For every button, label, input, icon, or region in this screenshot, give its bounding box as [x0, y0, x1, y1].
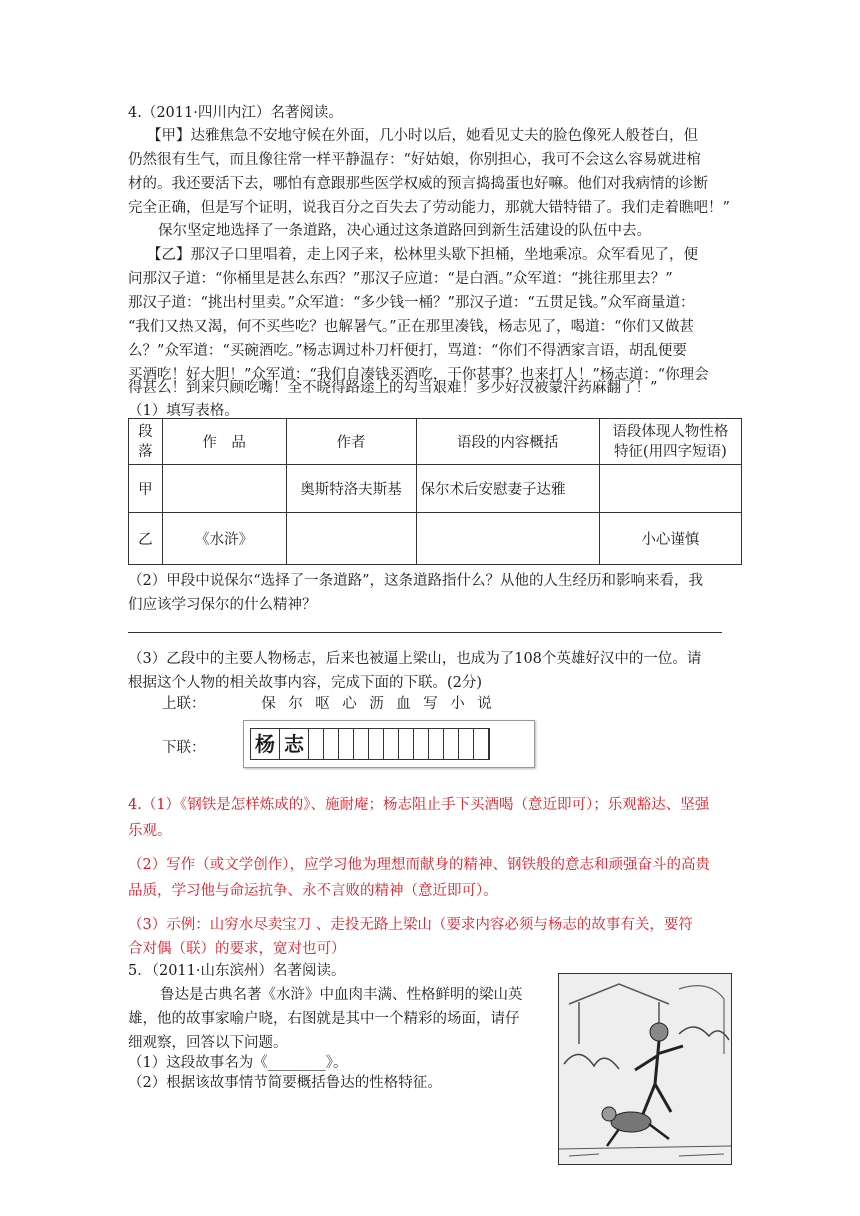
q4-sub1: （1）填写表格。: [128, 403, 239, 419]
upper-char: 心: [342, 696, 357, 712]
yi-line: “我们又热又渴，何不买些吃？也解暑气。”正在那里凑钱，杨志见了，喝道：“你们又做甚: [128, 319, 694, 335]
header-cell-text: 语段体现人物性格: [612, 423, 729, 440]
yi-line: 问那汉子道：“你桶里是甚么东西？”那汉子应道：“是白酒。”众军道：“挑往那里去？”: [128, 271, 673, 287]
illustration-drawing: [559, 974, 731, 1164]
q4-sub3-line: 根据这个人物的相关故事内容，完成下面的下联。(2分): [128, 675, 483, 691]
upper-char: 呕: [315, 696, 330, 712]
table-cell: 保尔术后安慰妻子达雅: [416, 465, 599, 513]
q4-header: 4.（2011·四川内江）名著阅读。: [128, 105, 343, 121]
blank-cell[interactable]: [414, 729, 429, 759]
table-cell-input[interactable]: [286, 513, 416, 565]
answer-line-text: 乐观。: [128, 823, 172, 839]
answer-line[interactable]: [128, 632, 722, 633]
upper-char: 尔: [288, 696, 303, 712]
header-cell: 作 品: [162, 419, 286, 465]
blank-cell[interactable]: [309, 729, 324, 759]
q5-sub1: （1）这段故事名为《________》。: [128, 1055, 348, 1071]
answer-line-text: 合对偶（联）的要求，宽对也可）: [128, 941, 346, 957]
upper-char: 写: [423, 696, 438, 712]
header-cell-text: 特征(用四字短语): [613, 443, 727, 460]
header-cell: [599, 419, 741, 465]
upper-char: 沥: [369, 696, 384, 712]
blank-cell[interactable]: [399, 729, 414, 759]
lower-couplet-cells: [250, 728, 490, 760]
lower-char: 志: [280, 729, 309, 759]
q4-sub2-line: 们应该学习保尔的什么精神？: [128, 597, 317, 613]
header-cell: 作者: [286, 419, 416, 465]
blank-cell[interactable]: [339, 729, 354, 759]
story-illustration: [558, 973, 732, 1165]
table-cell: 《水浒》: [162, 513, 286, 565]
jia-line: 完全正确，但是写个证明，说我百分之百失去了劳动能力，那就大错特错了。我们走着瞧吧！”: [128, 200, 730, 216]
q5-header: 5．（2011·山东滨州）名著阅读。: [128, 963, 346, 979]
blank-cell[interactable]: [354, 729, 369, 759]
answer-line-text: （3）示例：山穷水尽卖宝刀 、走投无路上梁山（要求内容必须与杨志的故事有关，要符: [128, 917, 693, 933]
yi-line: 【乙】那汉子口里唱着，走上冈子来，松林里头歇下担桶，坐地乘凉。众军看见了，便: [147, 247, 698, 263]
blank-cell[interactable]: [429, 729, 444, 759]
jia-line: 保尔坚定地选择了一条道路，决心通过这条道路回到新生活建设的队伍中去。: [158, 223, 651, 239]
header-cell-text: 段: [138, 423, 153, 440]
lower-couplet-grid: [243, 720, 535, 768]
answer-line-text: 4.（1）《钢铁是怎样炼成的》、施耐庵；杨志阻止手下买酒喝（意近即可）；乐观豁达、坚强: [128, 797, 710, 813]
yi-line: 那汉子道：“挑出村里卖。”众军道：“多少钱一桶？”那汉子道：“五贯足钱。”众军商量道：: [128, 295, 695, 311]
table-cell: 甲: [129, 465, 163, 513]
upper-char: 说: [477, 696, 492, 712]
jia-line: 材的。我还要活下去，哪怕有意跟那些医学权威的预言捣捣蛋也好嘛。他们对我病情的诊断: [128, 176, 708, 192]
upper-couplet-label: 上联：: [162, 696, 206, 712]
table-header-row: [129, 419, 742, 465]
table-cell: 小心谨慎: [599, 513, 741, 565]
q5-text-line: 雄，他的故事家喻户晓，右图就是其中一个精彩的场面，请仔: [128, 1011, 520, 1027]
blank-cell[interactable]: [459, 729, 474, 759]
upper-char: 小: [450, 696, 465, 712]
header-cell-text: 落: [138, 443, 153, 460]
answer-table: [128, 418, 742, 565]
blank-cell[interactable]: [444, 729, 459, 759]
blank-cell[interactable]: [369, 729, 384, 759]
q4-sub2-line: （2）甲段中说保尔“选择了一条道路”，这条道路指什么？从他的人生经历和影响来看，我: [128, 573, 704, 589]
table-cell: 奥斯特洛夫斯基: [286, 465, 416, 513]
table-cell-input[interactable]: [416, 513, 599, 565]
upper-couplet: [255, 692, 498, 713]
jia-line: 仍然很有生气，而且像往常一样平静温存：“好姑娘，你别担心，我可不会这么容易就进棺: [128, 152, 701, 168]
answer-line-text: （2）写作（或文学创作），应学习他为理想而献身的精神、钢铁般的意志和顽强奋斗的高贵: [128, 857, 710, 873]
header-cell: [129, 419, 163, 465]
yi-line: 么？”众军道：“买碗酒吃。”杨志调过朴刀杆便打，骂道：“你们不得洒家言语，胡乱便要: [128, 343, 687, 359]
q5-text-line: 细观察，回答以下问题。: [128, 1035, 288, 1051]
upper-char: 保: [261, 696, 276, 712]
table-cell-input[interactable]: [162, 465, 286, 513]
jia-line: 【甲】达雅焦急不安地守候在外面，几小时以后，她看见丈夫的脸色像死人般苍白，但: [147, 128, 698, 144]
blank-cell[interactable]: [324, 729, 339, 759]
yi-line: 得甚么！到来只顾吃嘴！全不晓得路途上的勾当艰难！多少好汉被蒙汗药麻翻了！”: [128, 380, 658, 396]
blank-cell[interactable]: [474, 729, 489, 759]
upper-char: 血: [396, 696, 411, 712]
q5-sub2: （2）根据该故事情节简要概括鲁达的性格特征。: [128, 1075, 442, 1091]
header-cell: 语段的内容概括: [416, 419, 599, 465]
yi-line: 买酒吃！好大胆！”众军道：“我们自凑钱买酒吃，干你甚事？也来打人！”杨志道：“你理会: [128, 367, 709, 383]
blank-cell[interactable]: [384, 729, 399, 759]
q4-sub3-line: （3）乙段中的主要人物杨志，后来也被逼上梁山，也成为了108个英雄好汉中的一位。请: [128, 651, 702, 667]
table-row: [129, 513, 742, 565]
table-cell: 乙: [129, 513, 163, 565]
lower-char: 杨: [251, 729, 280, 759]
lower-couplet-label: 下联：: [162, 740, 206, 756]
table-cell-input[interactable]: [599, 465, 741, 513]
table-row: [129, 465, 742, 513]
q5-text-line: 鲁达是古典名著《水浒》中血肉丰满、性格鲜明的梁山英: [160, 987, 523, 1003]
answer-line-text: 品质，学习他与命运抗争、永不言败的精神（意近即可）。: [128, 883, 498, 899]
